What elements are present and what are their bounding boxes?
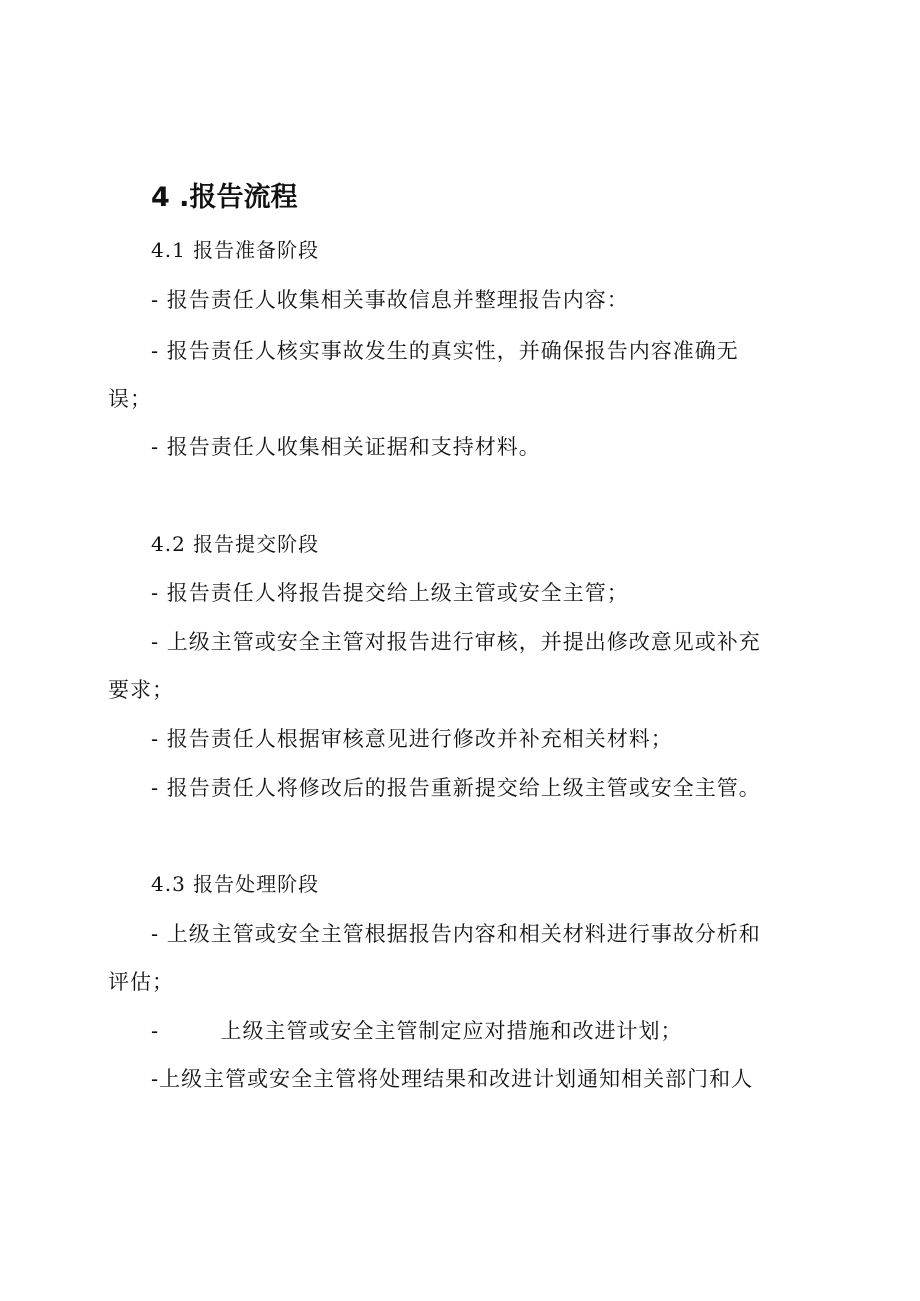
subsection-title-4-3: 4.3 报告处理阶段 xyxy=(151,872,320,896)
paragraph-line: - 报告责任人收集相关证据和支持材料。 xyxy=(151,435,541,459)
paragraph-line: - 报告责任人根据审核意见进行修改并补充相关材料； xyxy=(151,727,673,751)
section-heading: 4 .报告流程 xyxy=(151,182,298,213)
paragraph-line: - 上级主管或安全主管对报告进行审核，并提出修改意见或补充 xyxy=(151,630,761,654)
paragraph-line: - 报告责任人将报告提交给上级主管或安全主管； xyxy=(151,581,629,605)
paragraph-line: 要求； xyxy=(108,678,174,702)
paragraph-line: - 报告责任人收集相关事故信息并整理报告内容： xyxy=(151,288,629,312)
subsection-title-4-2: 4.2 报告提交阶段 xyxy=(151,532,320,556)
paragraph-line: 评估； xyxy=(108,970,174,994)
paragraph-line: - 上级主管或安全主管根据报告内容和相关材料进行事故分析和 xyxy=(151,922,761,946)
paragraph-line: - 报告责任人将修改后的报告重新提交给上级主管或安全主管。 xyxy=(151,776,761,800)
paragraph-line: -上级主管或安全主管将处理结果和改进计划通知相关部门和人 xyxy=(151,1067,754,1091)
paragraph-line: - 报告责任人核实事故发生的真实性，并确保报告内容准确无 xyxy=(151,339,739,363)
paragraph-line: - 上级主管或安全主管制定应对措施和改进计划； xyxy=(151,1019,683,1043)
paragraph-line: 误； xyxy=(108,387,152,411)
subsection-title-4-1: 4.1 报告准备阶段 xyxy=(151,238,320,262)
